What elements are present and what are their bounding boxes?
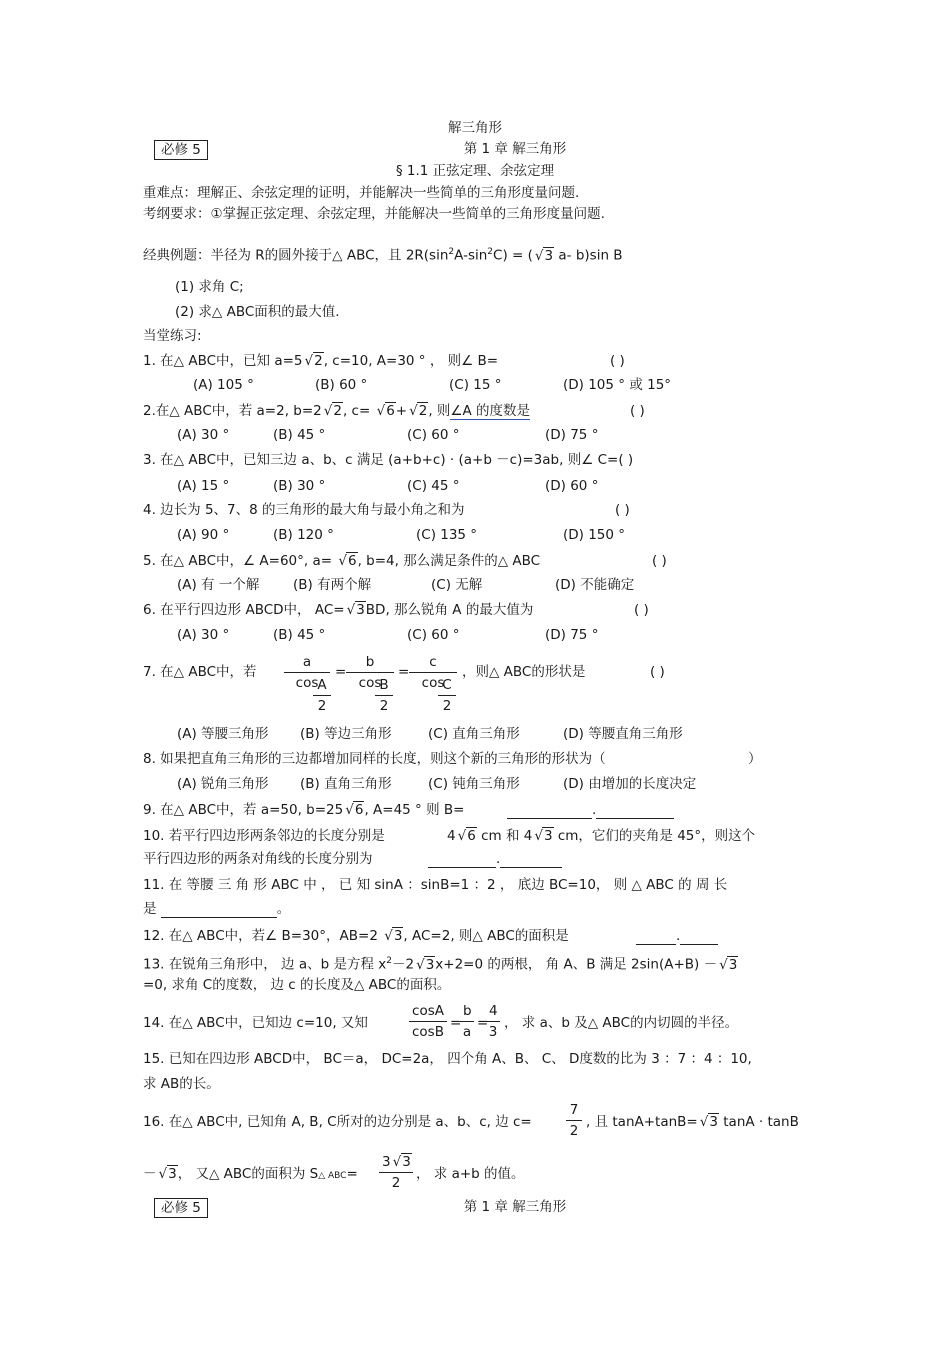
question-4: 4. 边长为 5、7、8 的三角形的最大角与最小角之和为 [143, 502, 465, 518]
question-15: 15. 已知在四边形 ABCD中， BC＝a， DC=2a， 四个角 A、B、 C、 D度数的比为 3 ：7 ：4 ：10, [143, 1051, 752, 1067]
q6-option-b: (B) 45 ° [273, 627, 326, 643]
q7-angle-b: $\frac{B}{2}$ [375, 675, 393, 716]
q16-tail: ， 求 a+b 的值。 [416, 1166, 525, 1182]
q8-option-b: (B) 直角三角形 [300, 776, 392, 792]
q1-option-d: (D) 105 ° 或 15° [563, 377, 672, 393]
q6-option-d: (D) 75 ° [545, 627, 599, 643]
example-q1: (1) 求角 C; [175, 279, 244, 295]
practice-heading: 当堂练习: [143, 328, 202, 344]
footer-chapter: 第 1 章 解三角形 [463, 1199, 567, 1215]
example-q2: (2) 求△ ABC面积的最大值. [175, 304, 340, 320]
q14-fraction-43: $\frac{4}{3}$ [486, 1001, 500, 1042]
q2-option-c: (C) 60 ° [407, 427, 460, 443]
question-3: 3. 在△ ABC中，已知三边 a、b、c 满足 (a+b+c) · (a+b －c)=3ab, 则∠ C=( ) [143, 452, 634, 468]
q4-option-b: (B) 120 ° [273, 527, 334, 543]
q4-option-a: (A) 90 ° [177, 527, 230, 543]
example-problem: 经典例题：半径为 R的圆外接于△ ABC，且 $2R(\sin^2A-\sin^2C)$ = (√ 3 a- b)sin B [143, 243, 623, 265]
question-9: 9. 在△ ABC中，若 a=50, b=25√ 6, A=45 ° 则 B= [143, 801, 464, 819]
q7-angle-c: $\frac{C}{2}$ [438, 675, 456, 716]
q4-option-c: (C) 135 ° [416, 527, 478, 543]
question-10: 10. 若平行四边形两条邻边的长度分别是 [143, 828, 385, 844]
q8-paren-close: ） [748, 751, 762, 767]
key-points: 重难点：理解正、余弦定理的证明，并能解决一些简单的三角形度量问题. [143, 185, 580, 201]
question-2: 2.在△ ABC中，若 a=2, b=2√ 2, c= √ 6+√ 2, 则∠A 的度数是 [143, 402, 530, 420]
q7-option-a: (A) 等腰三角形 [177, 726, 269, 742]
q14-fraction-cos: $\frac{\cos A}{\cos B}$ [409, 1001, 447, 1042]
q7-angle-a: $\frac{A}{2}$ [313, 675, 331, 716]
q7-equals-2: = [398, 664, 410, 680]
q7-tail: ，则△ ABC的形状是 [462, 664, 586, 680]
q2-option-b: (B) 45 ° [273, 427, 326, 443]
q14-equals-1: = [450, 1015, 462, 1031]
question-14: 14. 在△ ABC中，已知边 c=10, 又知 [143, 1015, 368, 1031]
q1-option-a: (A) 105 ° [193, 377, 254, 393]
q9-answer-blank: . [507, 801, 674, 819]
q12-answer-blank: . [636, 927, 718, 945]
q16-line-2: －√ 3， 又△ ABC的面积为 S△ ABC= [143, 1165, 358, 1185]
section-title: § 1.1 正弦定理、余弦定理 [395, 163, 555, 179]
q16-fraction-c: $\frac{7}{2}$ [566, 1100, 582, 1141]
q15-line-2: 求 AB的长。 [143, 1076, 220, 1092]
q14-equals-2: = [477, 1015, 489, 1031]
question-8: 8. 如果把直角三角形的三边都增加同样的长度，则这个新的三角形的形状为（ [143, 751, 606, 767]
q8-option-c: (C) 钝角三角形 [428, 776, 520, 792]
q7-fraction-b: $\frac{b}{\cos}$ [346, 652, 394, 693]
q3-option-c: (C) 45 ° [407, 478, 460, 494]
q4-option-d: (D) 150 ° [563, 527, 626, 543]
q7-option-d: (D) 等腰直角三角形 [563, 726, 683, 742]
exam-requirements: 考纲要求：①掌握正弦定理、余弦定理，并能解决一些简单的三角形度量问题. [143, 206, 605, 222]
q2-answer-paren: ( ) [630, 403, 645, 419]
q14-fraction-ba: $\frac{b}{a}$ [460, 1001, 474, 1042]
question-5: 5. 在△ ABC中，∠ A=60°, a= √ 6, b=4, 那么满足条件的△ ABC [143, 552, 540, 570]
q6-option-c: (C) 60 ° [407, 627, 460, 643]
q3-option-b: (B) 30 ° [273, 478, 326, 494]
q7-fraction-a: $\frac{a}{\cos}$ [284, 652, 330, 693]
footer-course-box: 必修 5 [154, 1198, 208, 1218]
q4-answer-paren: ( ) [615, 502, 630, 518]
q1-option-c: (C) 15 ° [449, 377, 502, 393]
question-11: 11. 在 等腰 三 角 形 ABC 中 ， 已 知 sinA ：sinB=1 ：2 ， 底边 BC=10， 则 △ ABC 的 周 长 [143, 877, 728, 893]
q8-option-d: (D) 由增加的长度决定 [563, 776, 697, 792]
q7-fraction-c: $\frac{c}{\cos}$ [409, 652, 457, 693]
q11-line-2: 是 。 [143, 901, 291, 917]
q8-option-a: (A) 锐角三角形 [177, 776, 269, 792]
q5-option-c: (C) 无解 [431, 577, 483, 593]
chapter-title: 第 1 章 解三角形 [463, 141, 567, 157]
q7-option-c: (C) 直角三角形 [428, 726, 520, 742]
q5-option-b: (B) 有两个解 [293, 577, 372, 593]
q14-tail: ， 求 a、b 及△ ABC的内切圆的半径。 [504, 1015, 739, 1031]
q10-values: 4√ 6 cm 和 4√ 3 cm，它们的夹角是 45°，则这个 [447, 827, 755, 845]
q1-answer-paren: ( ) [610, 353, 625, 369]
q7-answer-paren: ( ) [650, 664, 665, 680]
q2-option-a: (A) 30 ° [177, 427, 230, 443]
q7-equals-1: = [335, 664, 347, 680]
q7-option-b: (B) 等边三角形 [300, 726, 392, 742]
q5-option-d: (D) 不能确定 [555, 577, 635, 593]
q3-option-a: (A) 15 ° [177, 478, 230, 494]
q16-fraction-area: $\frac{3√ 3}{2}$ [379, 1152, 413, 1193]
q5-answer-paren: ( ) [652, 553, 667, 569]
q10-line-2: 平行四边形的两条对角线的长度分别为 [143, 851, 373, 867]
question-7: 7. 在△ ABC中，若 [143, 664, 257, 680]
q1-option-b: (B) 60 ° [315, 377, 368, 393]
q3-option-d: (D) 60 ° [545, 478, 599, 494]
q16-condition: , 且 tanA+tanB=√ 3 tanA · tanB [586, 1113, 799, 1131]
q13-line-2: =0, 求角 C的度数， 边 c 的长度及△ ABC的面积。 [143, 977, 451, 993]
question-16: 16. 在△ ABC中, 已知角 A, B, C所对的边分别是 a、b、c, 边 c= [143, 1114, 532, 1130]
doc-title: 解三角形 [448, 120, 502, 136]
question-1: 1. 在△ ABC中，已知 a=5√ 2, c=10, A=30 ° ， 则∠ B= [143, 352, 498, 370]
q2-option-d: (D) 75 ° [545, 427, 599, 443]
q5-option-a: (A) 有 一个解 [177, 577, 260, 593]
q6-option-a: (A) 30 ° [177, 627, 230, 643]
question-6: 6. 在平行四边形 ABCD中， AC=√ 3BD, 那么锐角 A 的最大值为 [143, 601, 533, 619]
question-13: 13. 在锐角三角形中， 边 a、b 是方程 $x^2-2√$ 3x+2=0 的两根， 角 A、B 满足 2sin(A+B) －√ 3 [143, 952, 738, 974]
q10-answer-blank: . [428, 850, 562, 868]
question-12: 12. 在△ ABC中，若∠ B=30°，AB=2 √ 3, AC=2, 则△ ABC的面积是 [143, 927, 569, 945]
course-box: 必修 5 [154, 140, 208, 160]
q6-answer-paren: ( ) [634, 602, 649, 618]
